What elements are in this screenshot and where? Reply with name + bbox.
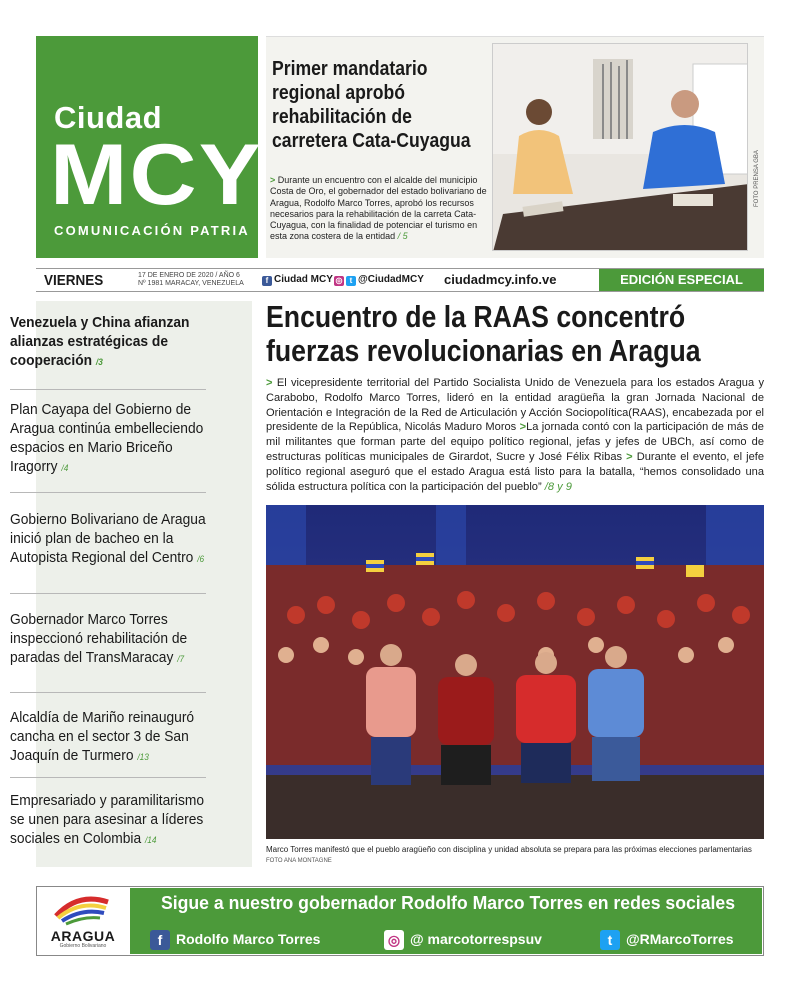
- sidebar-item-ref: /13: [137, 752, 149, 762]
- banner-facebook-text: Rodolfo Marco Torres: [176, 931, 321, 947]
- photo-caption: [266, 845, 764, 866]
- sidebar-item-title: Gobernador Marco Torres inspeccionó rehabilitación de paradas del TransMaracay: [10, 611, 188, 666]
- sidebar-item[interactable]: [10, 313, 207, 372]
- top-story-ref[interactable]: / 5: [397, 231, 408, 242]
- sidebar-item-ref: /7: [177, 654, 185, 664]
- lede-part-2: La jornada contó con la participación de más de mil militantes que forman parte del equipo político regional, jefas y jefes de UBCh, así como de estructuras políticas municipales de Girardot, Sucre y José Félix Ribas: [266, 421, 764, 463]
- website-link[interactable]: ciudadmcy.info.ve: [444, 272, 557, 287]
- instagram-twitter-handle[interactable]: [334, 274, 424, 286]
- day-label: VIERNES: [44, 272, 104, 289]
- logo-subtext: Gobierno Bolivariano: [59, 943, 107, 949]
- lede-part-3: Durante el evento, el jefe político regional aseguró que el estado Aragua está listo para la batalla, “hemos consolidado una sólida estructura política con la participación del pueblo”: [266, 450, 764, 493]
- masthead-mcy: MCY: [50, 127, 263, 223]
- twitter-icon: t: [600, 930, 620, 950]
- banner-twitter[interactable]: [600, 928, 734, 950]
- sidebar-divider: [10, 777, 206, 778]
- instagram-twitter-text: @CiudadMCY: [358, 274, 424, 285]
- social-banner-title: Sigue a nuestro gobernador Rodolfo Marco Torres en redes sociales: [160, 893, 736, 913]
- instagram-icon: ◎: [335, 276, 343, 285]
- masthead: [36, 36, 263, 258]
- main-headline[interactable]: Encuentro de la RAAS concentró fuerzas revolucionarias en Aragua: [266, 299, 701, 368]
- facebook-icon: f: [262, 276, 272, 286]
- top-photo-credit: FOTO PRENSA GBA: [754, 150, 760, 207]
- banner-instagram-text: @ marcotorrespsuv: [410, 931, 542, 947]
- banner-instagram[interactable]: [384, 928, 542, 950]
- sidebar-item-ref: /4: [61, 463, 69, 473]
- sidebar-item-ref: /14: [145, 835, 157, 845]
- top-story-title[interactable]: Primer mandatario regional aprobó rehabilitación de carretera Cata-Cuyagua: [272, 58, 471, 152]
- facebook-icon: f: [150, 930, 170, 950]
- sidebar-item-title: Venezuela y China afianzan alianzas estratégicas de cooperación: [10, 314, 190, 369]
- sidebar-item-ref: /6: [197, 554, 205, 564]
- top-story-photo: [492, 43, 748, 251]
- banner-facebook[interactable]: [150, 928, 320, 950]
- sidebar-item-title: Empresariado y paramilitarismo se unen para asesinar a líderes sociales en Colombia: [10, 792, 205, 847]
- issue-number: Nº 1981 MARACAY, VENEZUELA: [138, 280, 244, 287]
- sidebar: [36, 301, 252, 867]
- caption-text: Marco Torres manifestó que el pueblo aragüeño con disciplina y unidad absoluta se prepara para las próximas elecciones parlamentarias: [266, 845, 752, 854]
- facebook-handle-text: Ciudad MCY: [274, 274, 333, 285]
- sidebar-divider: [10, 593, 206, 594]
- logo-text: ARAGUA: [50, 928, 116, 944]
- aragua-logo-icon: [38, 888, 126, 928]
- masthead-ciudad: Ciudad: [54, 100, 163, 135]
- top-story-body: Durante un encuentro con el alcalde del municipio Costa de Oro, el gobernador del estado bolivariano de Aragua, Rodolfo Marco Torres, aprobó los recursos necesarios para la rehabilitación de la carreta Cata-Cuyagua, con la finalidad de potenciar el turismo en esta zona costera de la entidad: [270, 175, 487, 242]
- sidebar-item-title: Plan Cayapa del Gobierno de Aragua continúa embelleciendo espacios en Mario Briceño Iragorry: [10, 401, 204, 475]
- sidebar-divider: [10, 389, 206, 390]
- aragua-logo: [38, 888, 126, 954]
- sidebar-item[interactable]: [10, 708, 207, 767]
- edition-badge: EDICIÓN ESPECIAL: [599, 269, 764, 291]
- issue-date: 17 DE ENERO DE 2020 / AÑO 6: [138, 272, 240, 279]
- sidebar-divider: [10, 492, 206, 493]
- sidebar-divider: [10, 692, 206, 693]
- issue-info: [138, 272, 244, 288]
- photo-credit: FOTO ANA MONTAGNE: [266, 858, 332, 864]
- top-story-text: > Durante un encuentro con el alcalde del municipio Costa de Oro, el gobernador del estado bolivariano de Aragua, Rodolfo Marco Torres, aprobó los recursos necesarios para la rehabilitación de la carreta Cata-Cuyagua, con la finalidad de potenciar el turismo en esta zona costera de la entidad / 5: [270, 175, 487, 242]
- date-bar: [36, 268, 764, 292]
- top-story: [266, 36, 764, 258]
- sidebar-item[interactable]: [10, 610, 207, 669]
- twitter-icon: t: [346, 276, 356, 286]
- sidebar-item[interactable]: [10, 510, 207, 569]
- lede-part-1: El vicepresidente territorial del Partido Socialista Unido de Venezuela para los estados Aragua y Carabobo, Rodolfo Marco Torres, lideró en la entidad aragüeña la gran Jornada Nacional de Orientación e Integración de la Red de Articulación y Acción Sociopolítica(RAAS), encabezada por el presidente de la República, Nicolás Maduro Moros: [266, 377, 764, 434]
- main-lede: > El vicepresidente territorial del Partido Socialista Unido de Venezuela para los estados Aragua y Carabobo, Rodolfo Marco Torres, lideró en la entidad aragüeña la gran Jornada Nacional de Orientación e Integración de la Red de Articulación y Acción Sociopolítica(RAAS), encabezada por el presidente de la República, Nicolás Maduro Moros >La jornada contó con la participación de más de mil militantes que forman parte del equipo político regional, jefas y jefes de UBCh, así como de estructuras políticas municipales de Girardot, Sucre y José Félix Ribas > Durante el evento, el jefe político regional aseguró que el estado Aragua está listo para la batalla, “hemos consolidado una sólida estructura política con la participación del pueblo” /8 y 9: [266, 377, 764, 493]
- instagram-icon: ◎: [384, 930, 404, 950]
- banner-twitter-text: @RMarcoTorres: [626, 931, 734, 947]
- masthead-tagline: COMUNICACIÓN PATRIA: [54, 223, 250, 238]
- facebook-handle[interactable]: [262, 274, 333, 286]
- sidebar-item-title: Alcaldía de Mariño reinauguró cancha en el sector 3 de San Joaquín de Turmero: [10, 709, 195, 764]
- sidebar-item[interactable]: [10, 791, 207, 850]
- sidebar-item[interactable]: [10, 400, 207, 478]
- sidebar-item-title: Gobierno Bolivariano de Aragua inició plan de bacheo en la Autopista Regional del Centro: [10, 511, 206, 566]
- main-photo: [266, 505, 764, 839]
- sidebar-item-ref: /3: [95, 357, 103, 367]
- main-story-ref[interactable]: /8 y 9: [544, 480, 572, 493]
